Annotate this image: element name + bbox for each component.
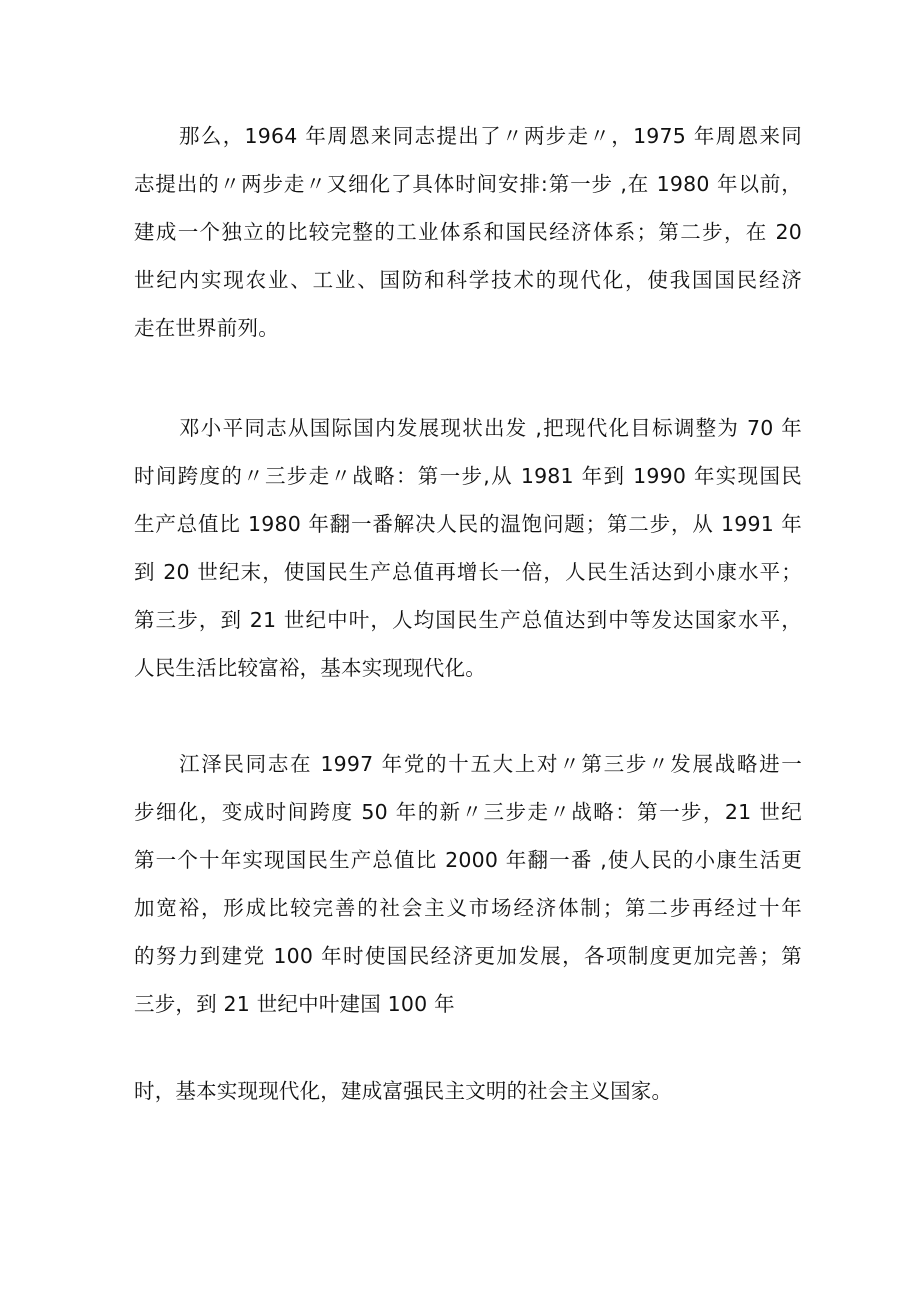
- text-line: 第一个十年实现国民生产总值比 2000 年翻一番 ,使人民的小康生活更: [134, 848, 802, 872]
- text-line: 生产总值比 1980 年翻一番解决人民的温饱问题；第二步，从 1991 年: [134, 512, 802, 536]
- text-line: 第三步，到 21 世纪中叶，人均国民生产总值达到中等发达国家水平，: [134, 608, 802, 632]
- text-line: 步细化，变成时间跨度 50 年的新〃三步走〃战略：第一步，21 世纪: [134, 800, 802, 824]
- text-line: 那么，1964 年周恩来同志提出了〃两步走〃，1975 年周恩来同: [179, 124, 802, 148]
- paragraph-jiang-new-three-step-strategy: [134, 740, 802, 1028]
- text-line: 到 20 世纪末，使国民生产总值再增长一倍，人民生活达到小康水平；: [134, 560, 802, 584]
- text-line: 的努力到建党 100 年时使国民经济更加发展，各项制度更加完善；第: [134, 944, 802, 968]
- paragraph-deng-three-step-strategy: [134, 404, 802, 692]
- text-line: 时间跨度的〃三步走〃战略：第一步,从 1981 年到 1990 年实现国民: [134, 464, 802, 488]
- text-line: 人民生活比较富裕，基本实现现代化。: [134, 656, 486, 680]
- text-line: 邓小平同志从国际国内发展现状出发 ,把现代化目标调整为 70 年: [179, 416, 802, 440]
- text-line: 走在世界前列。: [134, 316, 279, 340]
- text-line: 建成一个独立的比较完整的工业体系和国民经济体系；第二步，在 20: [134, 220, 802, 244]
- text-line: 志提出的〃两步走〃又细化了具体时间安排:第一步 ,在 1980 年以前，: [134, 172, 802, 196]
- text-line: 世纪内实现农业、工业、国防和科学技术的现代化，使我国国民经济: [134, 268, 802, 292]
- text-line: 江泽民同志在 1997 年党的十五大上对〃第三步〃发展战略进一: [179, 752, 802, 776]
- text-line: 三步，到 21 世纪中叶建国 100 年: [134, 992, 455, 1016]
- paragraph-continuation: [134, 1067, 802, 1115]
- paragraph-two-step-strategy: [134, 112, 802, 352]
- text-line: 时，基本实现现代化，建成富强民主文明的社会主义国家。: [134, 1079, 673, 1103]
- text-line: 加宽裕，形成比较完善的社会主义市场经济体制；第二步再经过十年: [134, 896, 802, 920]
